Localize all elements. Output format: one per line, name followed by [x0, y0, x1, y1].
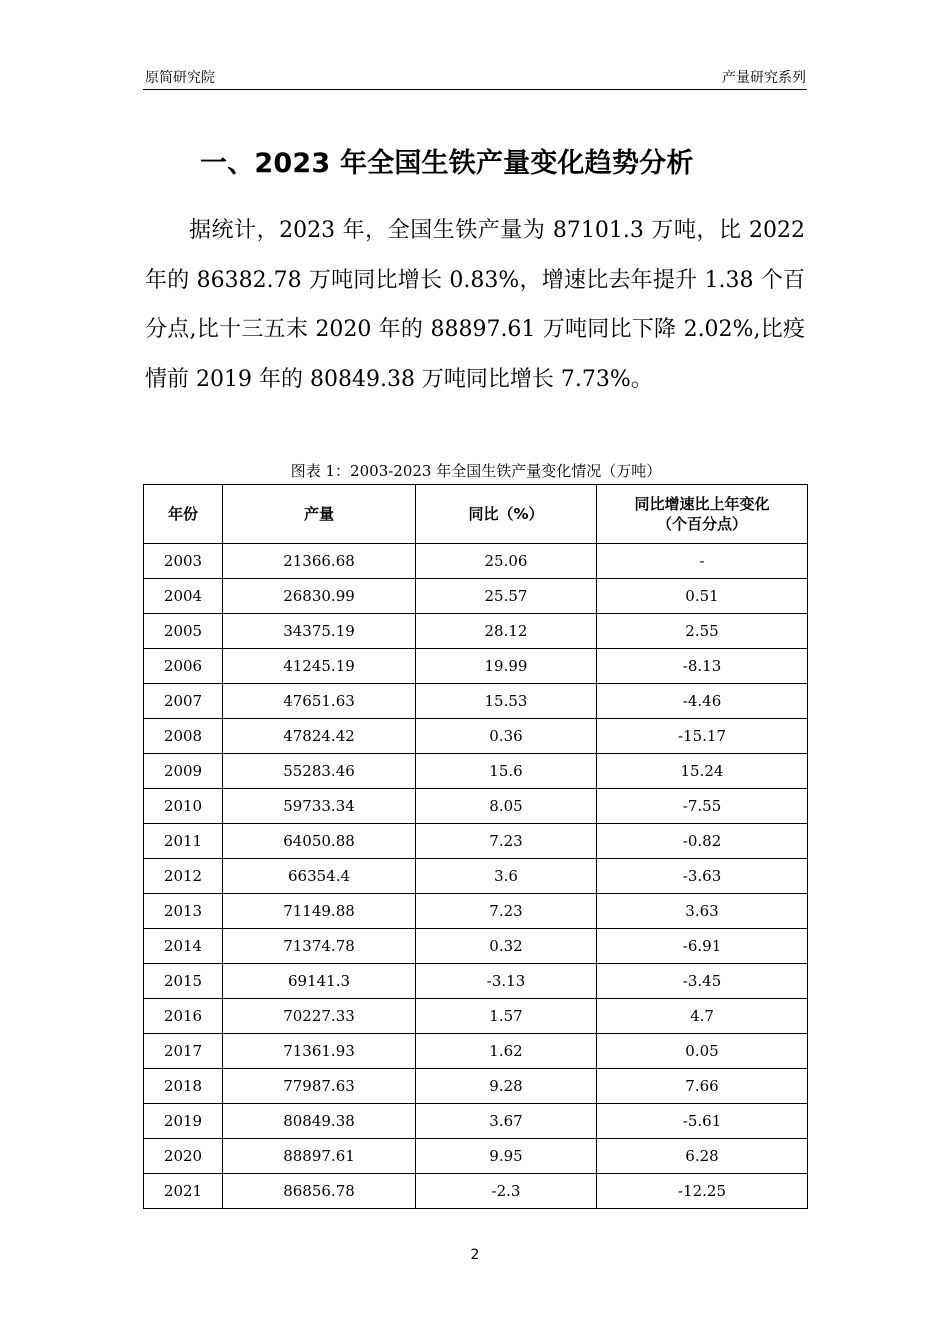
- cell-yoy: 15.53: [416, 684, 597, 719]
- cell-yoy: 1.57: [416, 999, 597, 1034]
- cell-yoy-change: -6.91: [597, 929, 808, 964]
- cell-year: 2018: [144, 1069, 223, 1104]
- table-row: [144, 1034, 808, 1069]
- table-row: [144, 544, 808, 579]
- table-row: [144, 614, 808, 649]
- cell-output: 88897.61: [223, 1139, 416, 1174]
- table-body: [144, 544, 808, 1209]
- table-row: [144, 929, 808, 964]
- cell-output: 77987.63: [223, 1069, 416, 1104]
- cell-year: 2019: [144, 1104, 223, 1139]
- cell-year: 2017: [144, 1034, 223, 1069]
- table-row: [144, 859, 808, 894]
- table-header-row: [144, 485, 808, 544]
- cell-yoy-change: -15.17: [597, 719, 808, 754]
- table-row: [144, 1069, 808, 1104]
- cell-yoy-change: 15.24: [597, 754, 808, 789]
- table-row: [144, 894, 808, 929]
- cell-output: 64050.88: [223, 824, 416, 859]
- header-series-name: 产量研究系列: [722, 70, 806, 86]
- section-heading: 一、2023 年全国生铁产量变化趋势分析: [200, 148, 694, 179]
- cell-yoy: 9.95: [416, 1139, 597, 1174]
- cell-yoy-change: 0.51: [597, 579, 808, 614]
- cell-output: 47824.42: [223, 719, 416, 754]
- cell-output: 70227.33: [223, 999, 416, 1034]
- cell-yoy: -3.13: [416, 964, 597, 999]
- cell-output: 71361.93: [223, 1034, 416, 1069]
- cell-yoy-change: -0.82: [597, 824, 808, 859]
- cell-year: 2009: [144, 754, 223, 789]
- cell-yoy: 3.67: [416, 1104, 597, 1139]
- table-row: [144, 789, 808, 824]
- cell-output: 26830.99: [223, 579, 416, 614]
- cell-yoy-change: 4.7: [597, 999, 808, 1034]
- table-row: [144, 719, 808, 754]
- body-paragraph: 据统计，2023 年，全国生铁产量为 87101.3 万吨，比 2022 年的 86382.78 万吨同比增长 0.83%，增速比去年提升 1.38 个百分点,比十三五末 2020 年的 88897.61 万吨同比下降 2.02%,比疫情前 2019 年的 80849.38 万吨同比增长 7.73%。: [145, 218, 805, 392]
- cell-year: 2003: [144, 544, 223, 579]
- cell-yoy-change: -3.45: [597, 964, 808, 999]
- cell-yoy: 0.36: [416, 719, 597, 754]
- cell-yoy: -2.3: [416, 1174, 597, 1209]
- cell-year: 2010: [144, 789, 223, 824]
- column-header-yoy: 同比（%）: [416, 485, 597, 544]
- cell-year: 2005: [144, 614, 223, 649]
- cell-output: 71374.78: [223, 929, 416, 964]
- column-header-yoy-change-line2: （个百分点）: [656, 515, 747, 533]
- column-header-yoy-change-line1: 同比增速比上年变化: [634, 495, 770, 513]
- page-number: 2: [470, 1247, 480, 1263]
- cell-year: 2015: [144, 964, 223, 999]
- cell-yoy-change: 7.66: [597, 1069, 808, 1104]
- cell-yoy: 9.28: [416, 1069, 597, 1104]
- cell-yoy: 25.06: [416, 544, 597, 579]
- cell-output: 47651.63: [223, 684, 416, 719]
- cell-year: 2006: [144, 649, 223, 684]
- cell-yoy: 7.23: [416, 824, 597, 859]
- cell-yoy: 7.23: [416, 894, 597, 929]
- table-caption: 图表 1：2003-2023 年全国生铁产量变化情况（万吨）: [290, 462, 662, 480]
- header-divider: [143, 89, 807, 90]
- cell-output: 41245.19: [223, 649, 416, 684]
- cell-yoy-change: 2.55: [597, 614, 808, 649]
- cell-yoy: 1.62: [416, 1034, 597, 1069]
- cell-output: 69141.3: [223, 964, 416, 999]
- cell-yoy-change: -5.61: [597, 1104, 808, 1139]
- column-header-output: 产量: [223, 485, 416, 544]
- cell-yoy: 8.05: [416, 789, 597, 824]
- cell-year: 2013: [144, 894, 223, 929]
- cell-yoy-change: 3.63: [597, 894, 808, 929]
- column-header-yoy-change: [597, 485, 808, 544]
- cell-yoy: 0.32: [416, 929, 597, 964]
- cell-yoy-change: -: [597, 544, 808, 579]
- cell-yoy-change: 6.28: [597, 1139, 808, 1174]
- cell-output: 66354.4: [223, 859, 416, 894]
- table-row: [144, 684, 808, 719]
- cell-yoy: 19.99: [416, 649, 597, 684]
- cell-year: 2011: [144, 824, 223, 859]
- table-row: [144, 964, 808, 999]
- table-row: [144, 824, 808, 859]
- production-table: [143, 484, 808, 1209]
- cell-year: 2004: [144, 579, 223, 614]
- cell-output: 86856.78: [223, 1174, 416, 1209]
- cell-yoy-change: -7.55: [597, 789, 808, 824]
- cell-year: 2021: [144, 1174, 223, 1209]
- cell-yoy: 3.6: [416, 859, 597, 894]
- table-row: [144, 999, 808, 1034]
- cell-year: 2016: [144, 999, 223, 1034]
- cell-year: 2014: [144, 929, 223, 964]
- cell-output: 21366.68: [223, 544, 416, 579]
- table-row: [144, 754, 808, 789]
- cell-yoy: 25.57: [416, 579, 597, 614]
- cell-output: 80849.38: [223, 1104, 416, 1139]
- cell-yoy-change: -3.63: [597, 859, 808, 894]
- cell-year: 2008: [144, 719, 223, 754]
- cell-yoy-change: 0.05: [597, 1034, 808, 1069]
- cell-yoy: 28.12: [416, 614, 597, 649]
- table-row: [144, 1139, 808, 1174]
- header-org-name: 原简研究院: [145, 70, 215, 86]
- cell-output: 55283.46: [223, 754, 416, 789]
- cell-output: 71149.88: [223, 894, 416, 929]
- cell-yoy-change: -4.46: [597, 684, 808, 719]
- table-row: [144, 1104, 808, 1139]
- cell-output: 34375.19: [223, 614, 416, 649]
- cell-year: 2012: [144, 859, 223, 894]
- cell-yoy: 15.6: [416, 754, 597, 789]
- table-row: [144, 579, 808, 614]
- cell-year: 2020: [144, 1139, 223, 1174]
- cell-yoy-change: -12.25: [597, 1174, 808, 1209]
- table-row: [144, 649, 808, 684]
- cell-yoy-change: -8.13: [597, 649, 808, 684]
- table-row: [144, 1174, 808, 1209]
- cell-year: 2007: [144, 684, 223, 719]
- column-header-year: 年份: [144, 485, 223, 544]
- cell-output: 59733.34: [223, 789, 416, 824]
